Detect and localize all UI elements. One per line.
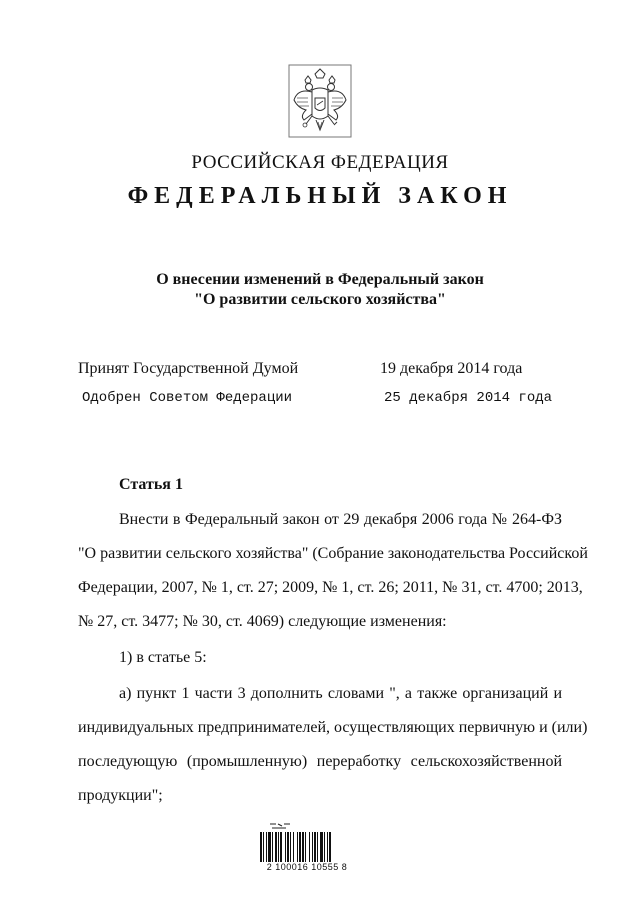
duma-label: Принят Государственной Думой <box>78 360 299 377</box>
article-line-6: а) пункт 1 части 3 дополнить словами ", а также организаций и <box>119 685 562 702</box>
article-line-7: индивидуальных предпринимателей, осуществляющих первичную и (или) <box>78 719 588 736</box>
law-title-line-1: О внесении изменений в Федеральный закон <box>156 271 484 288</box>
document-type: ФЕДЕРАЛЬНЫЙ ЗАКОН <box>127 183 513 209</box>
article-line-8: последующую (промышленную) переработку сельскохозяйственной <box>78 753 562 770</box>
article-line-9: продукции"; <box>78 787 163 804</box>
duma-date: 19 декабря 2014 года <box>380 360 523 377</box>
article-line-1: Внести в Федеральный закон от 29 декабря 2006 года № 264-ФЗ <box>119 511 562 528</box>
barcode-number: 2 100016 10555 8 <box>266 862 348 872</box>
article-line-5: 1) в статье 5: <box>119 649 207 666</box>
article-line-2: "О развитии сельского хозяйства" (Собрание законодательства Российской <box>78 545 588 562</box>
country-name: РОССИЙСКАЯ ФЕДЕРАЦИЯ <box>191 152 449 173</box>
council-label: Одобрен Советом Федерации <box>82 390 293 406</box>
article-heading: Статья 1 <box>119 476 183 493</box>
council-date: 25 декабря 2014 года <box>384 390 553 406</box>
article-line-3: Федерации, 2007, № 1, ст. 27; 2009, № 1, ст. 26; 2011, № 31, ст. 4700; 2013, <box>78 579 583 596</box>
article-line-4: № 27, ст. 3477; № 30, ст. 4069) следующие изменения: <box>78 613 447 630</box>
law-title-line-2: "О развитии сельского хозяйства" <box>194 291 446 308</box>
coat-of-arms-icon <box>288 64 352 138</box>
